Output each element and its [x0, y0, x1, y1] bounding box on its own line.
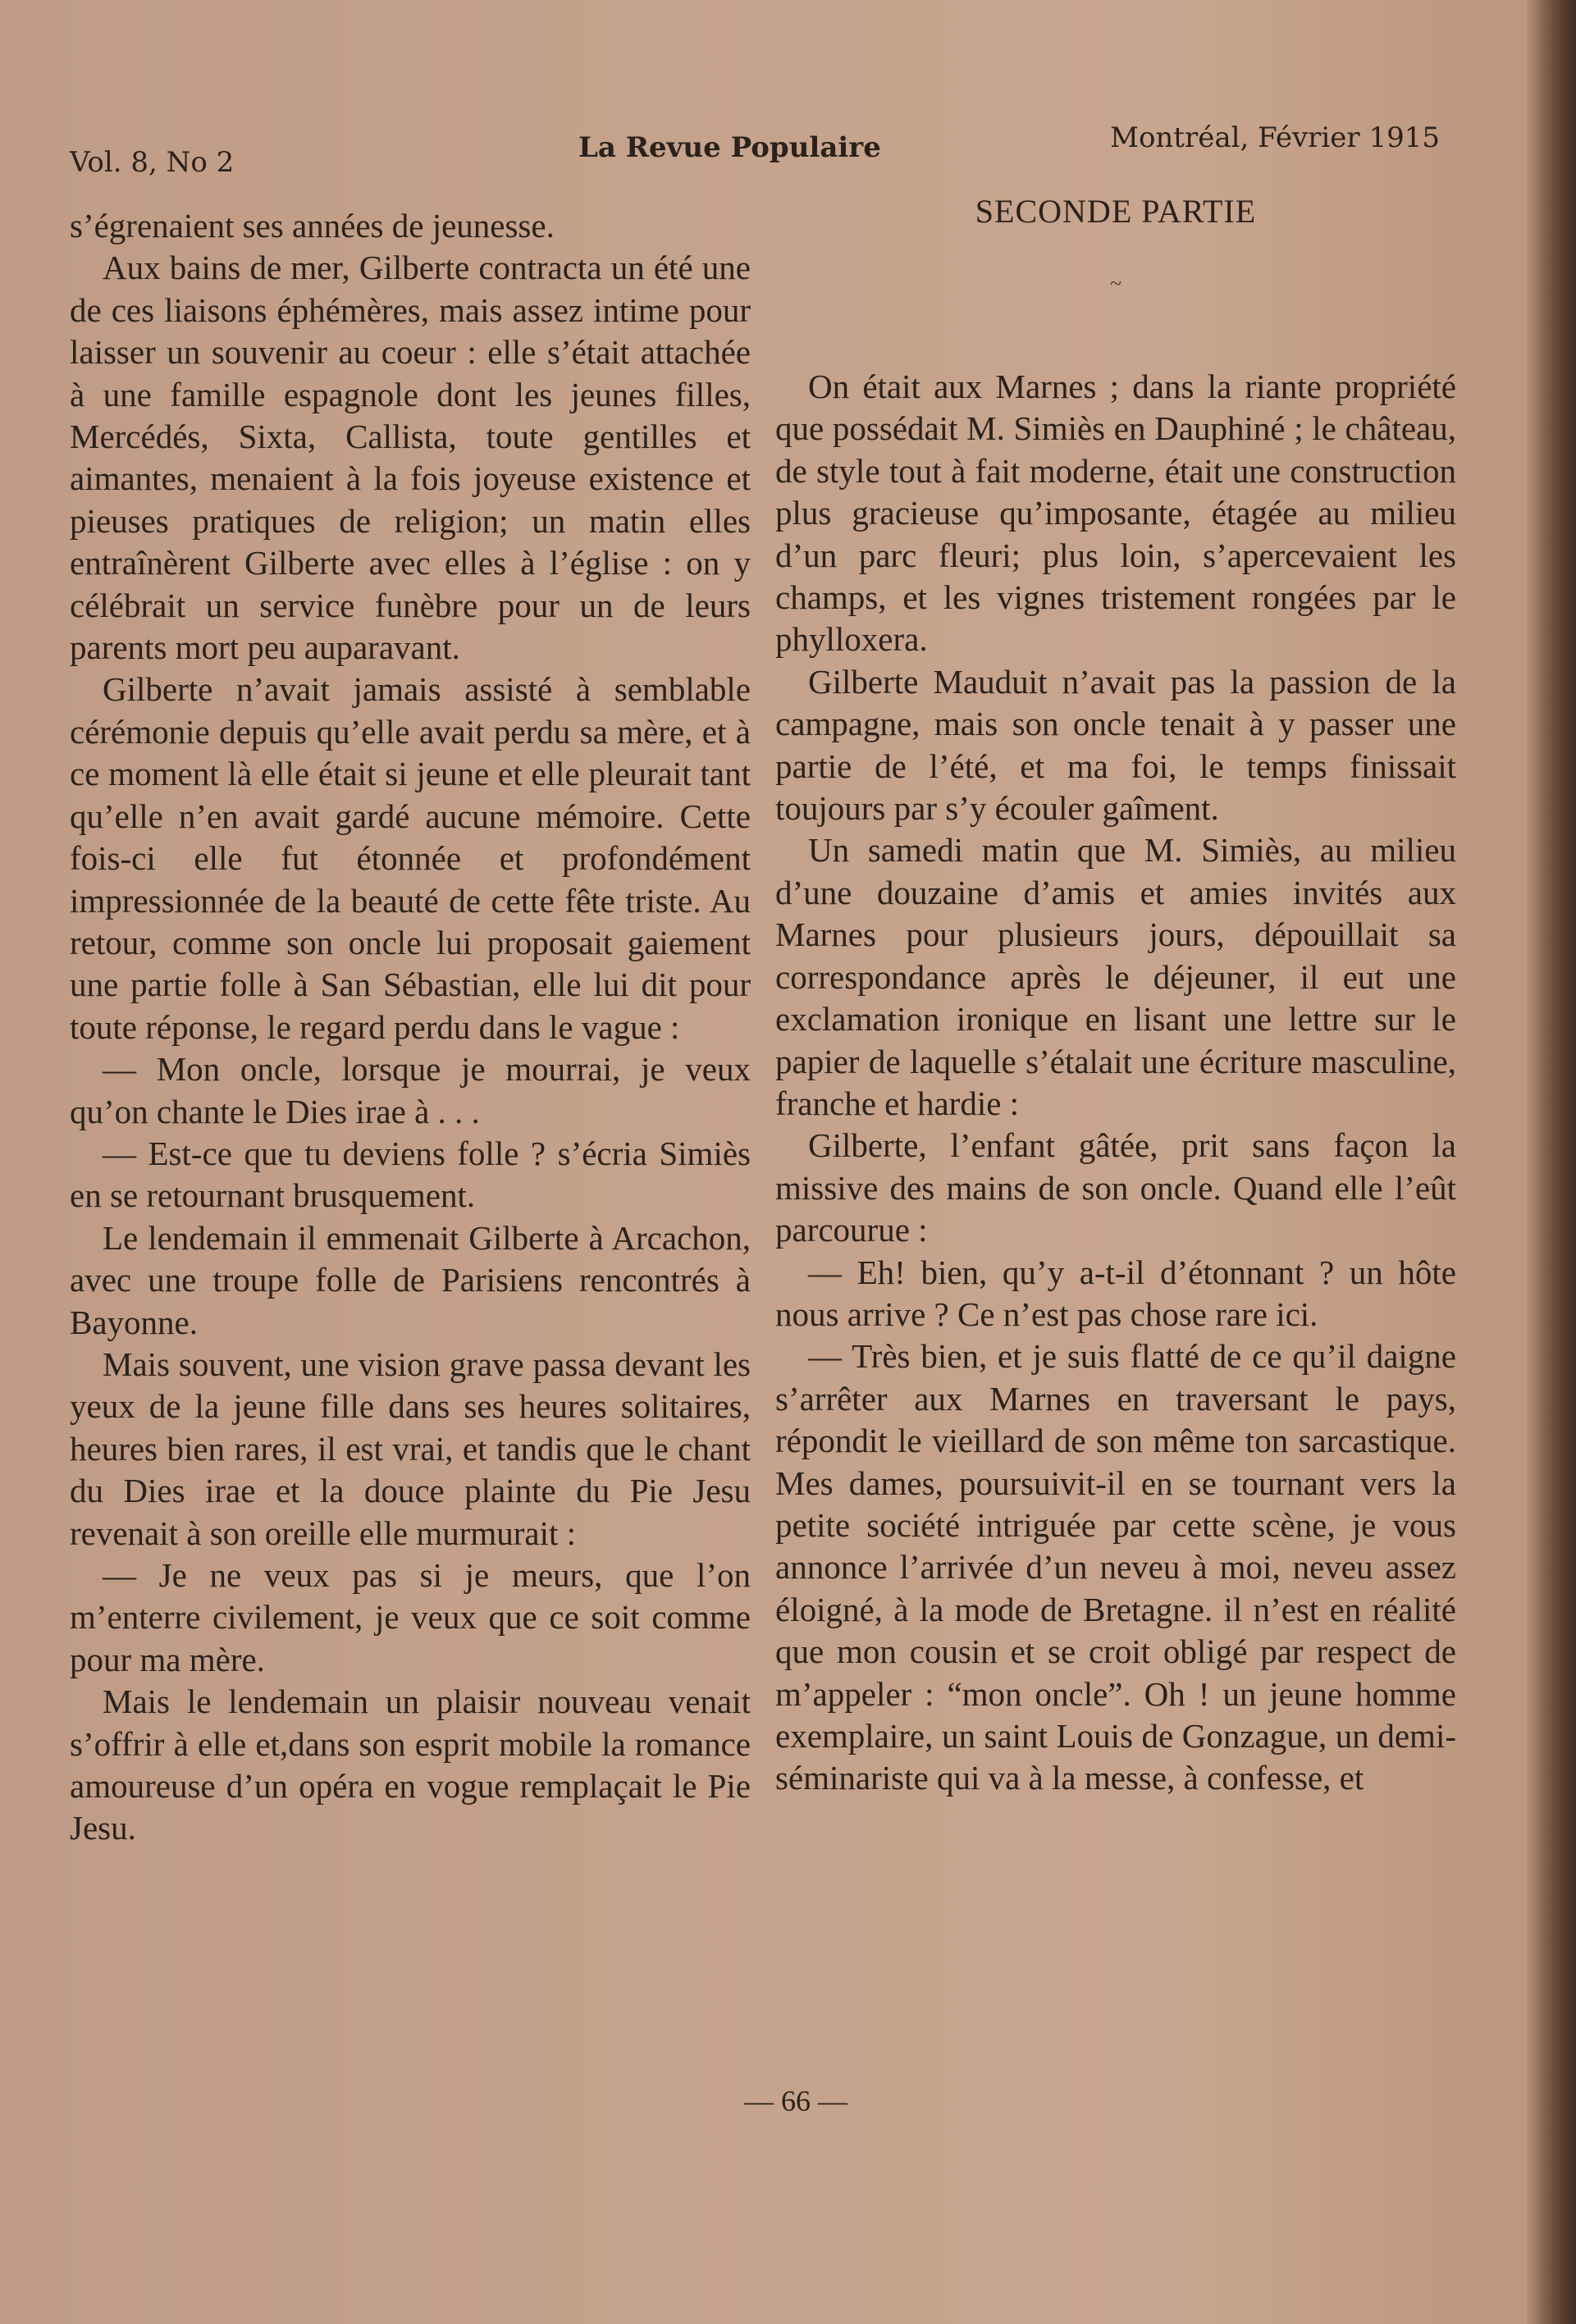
- paragraph: — Mon oncle, lorsque je mourrai, je veux qu’on chante le Dies irae à . . .: [70, 1050, 751, 1130]
- left-column: [70, 205, 751, 1850]
- paragraph: Gilberte, l’enfant gâtée, prit sans façon la missive des mains de son oncle. Quand elle l’eût parcourue :: [775, 1126, 1456, 1249]
- paragraph: Aux bains de mer, Gilberte contracta un été une de ces liaisons éphémères, mais assez intime pour laisser un souvenir au coeur : elle s’était attachée à une famille espagnole dont les jeunes filles, Mercédés, Sixta, Callista, toute gentilles et aimantes, menaient à la fois joyeuse existence et pieuses pratiques de religion; un matin elles entraînèrent Gilberte avec elles à l’église : on y célébrait un service funèbre pour un de leurs parents mort peu auparavant.: [70, 249, 751, 667]
- magazine-title: La Revue Populaire: [578, 131, 881, 164]
- paragraph: — Eh! bien, qu’y a-t-il d’étonnant ? un hôte nous arrive ? Ce n’est pas chose rare ici.: [775, 1253, 1456, 1333]
- paragraph: — Est-ce que tu deviens folle ? s’écria Simiès en se retournant brusquement.: [70, 1134, 751, 1215]
- paragraph: — Je ne veux pas si je meurs, que l’on m’enterre civilement, je veux que ce soit comme pour ma mère.: [70, 1556, 751, 1678]
- paragraph: On était aux Marnes ; dans la riante propriété que possédait M. Simiès en Dauphiné ; le château, de style tout à fait moderne, était une construction plus gracieuse qu’imposante, étagée au milieu d’un parc fleuri; plus loin, s’apercevaient les champs, et les vignes tristement rongées par le phylloxera.: [775, 368, 1456, 659]
- paragraph: Un samedi matin que M. Simiès, au milieu d’une douzaine d’amis et amies invités aux Marnes pour plusieurs jours, dépouillait sa correspondance après le déjeuner, il eut une exclamation ironique en lisant une lettre sur le papier de laquelle s’étalait une écriture masculine, franche et hardie :: [775, 831, 1456, 1122]
- running-head: [70, 121, 1440, 179]
- paragraph: Gilberte n’avait jamais assisté à semblable cérémonie depuis qu’elle avait perdu sa mère, et à ce moment là elle était si jeune et elle pleurait tant qu’elle n’en avait gardé aucune mémoire. Cette fois-ci elle fut étonnée et profondément impressionnée de la beauté de cette fête triste. Au retour, comme son oncle lui proposait gaiement une partie folle à San Sébastian, elle lui dit pour toute réponse, le regard perdu dans le vague :: [70, 670, 751, 1046]
- paragraph: Gilberte Mauduit n’avait pas la passion de la campagne, mais son oncle tenait à y passer une partie de l’été, et ma foi, le temps finissait toujours par s’y écouler gaîment.: [775, 662, 1456, 828]
- volume-label: Vol. 8, No 2: [70, 146, 235, 179]
- paragraph: Le lendemain il emmenait Gilberte à Arcachon, avec une troupe folle de Parisiens rencontrés à Bayonne.: [70, 1218, 751, 1341]
- issue-date: Montréal, Février 1915: [1110, 121, 1440, 154]
- page-edge-shadow: [1527, 0, 1576, 2324]
- section-title: SECONDE PARTIE: [975, 193, 1257, 230]
- right-column: [775, 190, 1456, 1800]
- paragraph: Mais souvent, une vision grave passa devant les yeux de la jeune fille dans ses heures solitaires, heures bien rares, il est vrai, et tandis que le chant du Dies irae et la douce plainte du Pie Jesu revenait à son oreille elle murmurait :: [70, 1345, 751, 1552]
- page-number: — 66 —: [744, 2084, 847, 2117]
- paragraph: — Très bien, et je suis flatté de ce qu’il daigne s’arrêter aux Marnes en traversant le pays, répondit le vieillard de son même ton sarcastique. Mes dames, poursuivit-il en se tournant vers la petite société intriguée par cette scène, je vous annonce l’arrivée d’un neveu à moi, neveu assez éloigné, à la mode de Bretagne. il n’est en réalité que mon cousin et se croit obligé par respect de m’appeler : “mon oncle”. Oh ! un jeune homme exemplaire, un saint Louis de Gonzague, un demi-séminariste qui va à la messe, à confesse, et: [775, 1337, 1456, 1797]
- paragraph: Mais le lendemain un plaisir nouveau venait s’offrir à elle et,dans son esprit mobile la romance amoureuse d’un opéra en vogue remplaçait le Pie Jesu.: [70, 1683, 751, 1847]
- paragraph: s’égrenaient ses années de jeunesse.: [70, 207, 555, 244]
- ornament-separator: ~: [1109, 272, 1122, 295]
